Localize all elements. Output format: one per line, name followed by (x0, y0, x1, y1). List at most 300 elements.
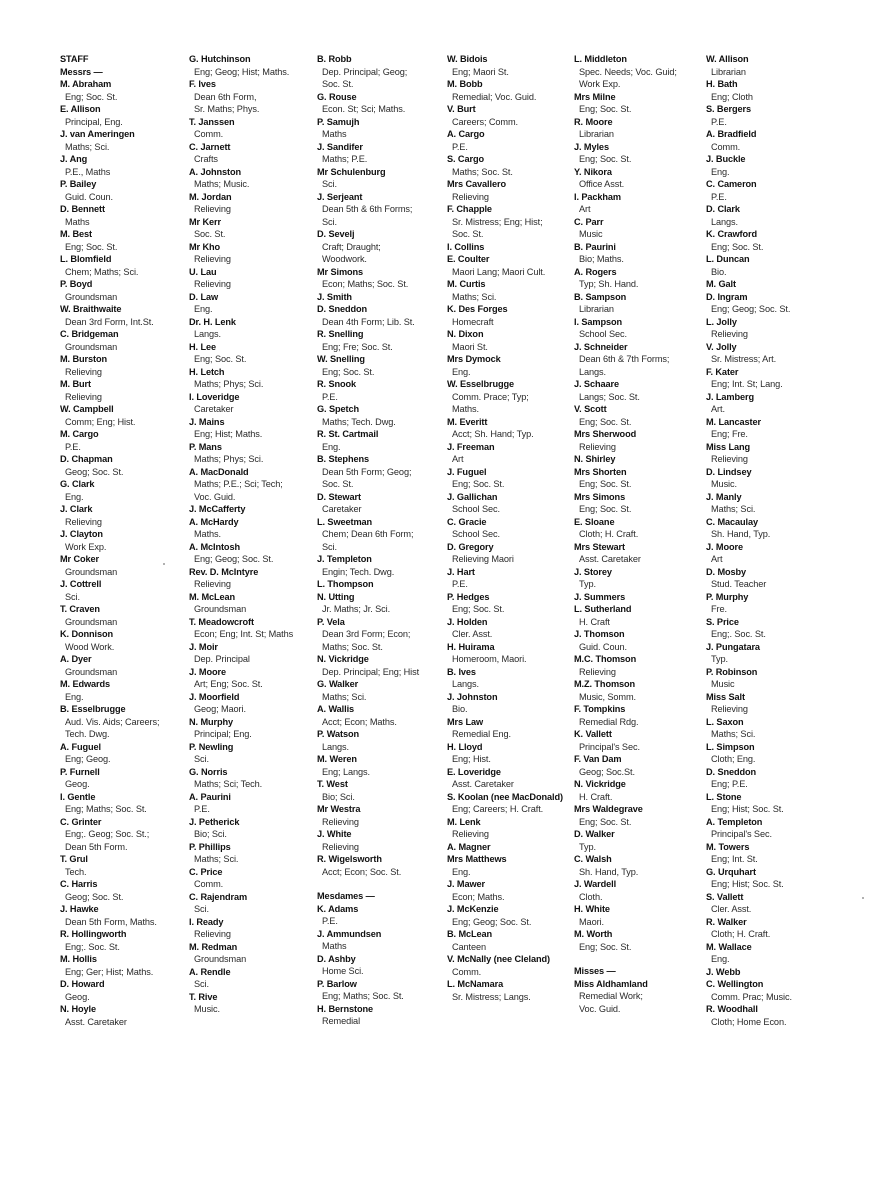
staff-entry (574, 728, 706, 753)
staff-entry (574, 678, 706, 703)
staff-entry (317, 291, 449, 304)
staff-entry (706, 366, 838, 391)
staff-role: Relieving (65, 516, 102, 527)
staff-role: Relieving (65, 366, 102, 377)
staff-name: V. McNally (nee Cleland) (447, 954, 550, 964)
staff-entry (189, 191, 321, 216)
staff-name: T. Meadowcroft (189, 616, 254, 627)
staff-entry (574, 603, 706, 628)
staff-name: J. Myles (574, 141, 609, 152)
staff-role: Sh. Hand, Typ. (711, 529, 771, 539)
staff-column-3 (317, 53, 449, 1028)
staff-entry (317, 678, 449, 703)
staff-name: J. Webb (706, 966, 741, 977)
staff-name: J. Clayton (60, 529, 103, 539)
staff-name: H. Lee (189, 341, 216, 352)
staff-entry (706, 53, 838, 78)
staff-entry (189, 266, 321, 291)
staff-entry (189, 503, 321, 516)
staff-entry (706, 566, 838, 591)
staff-role: Eng; P.E. (711, 779, 748, 789)
staff-role: Remedial (322, 1016, 361, 1026)
staff-role: Voc. Guid. (194, 491, 236, 502)
staff-name: P. Vela (317, 616, 345, 627)
staff-role: Bio; Sci. (194, 829, 227, 839)
staff-role: Crafts (194, 154, 218, 164)
staff-role: Engin; Tech. Dwg. (322, 566, 395, 577)
staff-name: R. Hollingworth (60, 929, 127, 939)
staff-name: M. Wallace (706, 941, 752, 952)
staff-role: P.E. (194, 804, 210, 814)
staff-role: Maths; Sci. (194, 854, 239, 864)
staff-entry (447, 441, 579, 466)
staff-name: Mrs Dymock (447, 354, 501, 364)
staff-entry (706, 316, 838, 341)
staff-entry (706, 228, 838, 253)
staff-name: W. Allison (706, 54, 749, 64)
staff-role: P.E. (711, 191, 727, 202)
staff-role: Dean 5th & 6th Forms; (322, 204, 413, 214)
staff-entry (60, 178, 192, 203)
staff-name: M.Z. Thomson (574, 679, 636, 689)
staff-entry (447, 178, 579, 203)
staff-name: F. Ives (189, 79, 216, 89)
staff-entry (60, 453, 192, 478)
staff-role: Eng;. Soc. St. (65, 941, 120, 952)
staff-name: J. Moir (189, 641, 218, 652)
staff-entry (317, 753, 449, 778)
staff-entry (706, 178, 838, 203)
staff-role: Bio; Maths. (579, 254, 624, 264)
staff-name: Mr Coker (60, 554, 100, 564)
staff-entry (317, 141, 449, 166)
staff-name: D. Clark (706, 204, 740, 214)
staff-role: Eng; Maths; Soc. St. (65, 804, 147, 814)
staff-entry (447, 541, 579, 566)
staff-role: Soc. St. (322, 79, 354, 89)
staff-entry (574, 266, 706, 291)
staff-name: W. Braithwaite (60, 304, 122, 314)
staff-entry (60, 953, 192, 978)
staff-entry (447, 666, 579, 691)
staff-name: P. Watson (317, 729, 359, 739)
staff-role: Eng; Soc. St. (452, 604, 505, 614)
section-heading: Messrs — (60, 66, 103, 77)
staff-entry (574, 141, 706, 166)
staff-name: I. Gentle (60, 791, 96, 802)
staff-name: B. Robb (317, 54, 352, 64)
staff-name: A. McHardy (189, 516, 239, 527)
staff-role: Eng; Careers; H. Craft. (452, 804, 544, 814)
staff-entry (447, 303, 579, 328)
staff-role: Sci. (194, 979, 209, 989)
staff-entry (574, 403, 706, 428)
staff-entry (574, 803, 706, 828)
staff-entry (189, 241, 321, 266)
staff-role: Relieving (194, 579, 231, 589)
staff-name: C. Rajendram (189, 891, 248, 902)
staff-role: Eng; Soc. St. (579, 816, 632, 827)
staff-role: Eng; Hist. (452, 754, 491, 764)
staff-name: A. Magner (447, 841, 491, 852)
staff-name: M. Abraham (60, 79, 112, 89)
staff-name: A. Rogers (574, 266, 617, 277)
staff-role: Acct; Sh. Hand; Typ. (452, 429, 534, 439)
staff-role: Dean 5th Form; Geog; (322, 466, 412, 477)
staff-entry (574, 341, 706, 379)
staff-entry (189, 391, 321, 416)
staff-name: N. Dixon (447, 329, 484, 339)
staff-entry (706, 941, 838, 966)
staff-entry (189, 516, 321, 541)
staff-name: J. Sandifer (317, 141, 363, 152)
staff-role: Acct; Econ; Soc. St. (322, 866, 402, 877)
staff-role: Librarian (579, 129, 614, 139)
staff-name: K. Adams (317, 903, 359, 914)
staff-entry (317, 116, 449, 141)
staff-entry (189, 53, 321, 78)
staff-entry (189, 991, 321, 1016)
staff-name: M. Redman (189, 941, 238, 952)
staff-entry (706, 866, 838, 891)
staff-role: Comm. (194, 129, 224, 139)
staff-name: D. Mosby (706, 566, 747, 577)
staff-name: M. Hollis (60, 954, 97, 964)
staff-role: Relieving (65, 391, 102, 402)
staff-name: B. Ives (447, 666, 476, 677)
staff-role: Maths; P.E. (322, 154, 368, 164)
staff-role: Langs. (579, 366, 606, 377)
staff-name: P. Barlow (317, 978, 357, 989)
staff-name: N. Vickridge (317, 654, 369, 664)
staff-name: H. White (574, 904, 610, 914)
staff-entry (447, 203, 579, 241)
staff-entry (60, 128, 192, 153)
staff-role: Maths; Phys; Sci. (194, 454, 264, 464)
staff-entry (574, 778, 706, 803)
staff-entry (447, 378, 579, 416)
staff-name: J. Serjeant (317, 191, 363, 202)
staff-name: T. Rive (189, 991, 218, 1002)
staff-entry (706, 278, 838, 291)
staff-entry (189, 366, 321, 391)
staff-role: Art (579, 204, 591, 214)
staff-entry (574, 91, 706, 116)
staff-entry (447, 466, 579, 491)
staff-entry (574, 191, 706, 216)
staff-role: Maths; Soc. St. (452, 166, 513, 177)
staff-name: S. Bergers (706, 104, 751, 114)
staff-entry (60, 703, 192, 741)
staff-name: D. Bennett (60, 204, 105, 214)
staff-role: Sci. (194, 754, 209, 764)
staff-entry (447, 953, 579, 978)
staff-entry (317, 303, 449, 328)
staff-name: J. Moorfield (189, 691, 240, 702)
staff-entry (317, 378, 449, 403)
staff-name: A. Paurini (189, 791, 231, 802)
staff-role: Relieving (194, 254, 231, 264)
staff-name: J. Smith (317, 291, 352, 302)
staff-name: M. McLean (189, 591, 236, 602)
staff-role: Groundsman (65, 341, 118, 352)
staff-name: D. Law (189, 291, 219, 302)
staff-name: B. Stephens (317, 454, 369, 464)
staff-entry (706, 591, 838, 616)
staff-role: Work Exp. (579, 79, 621, 89)
section-spacer (317, 878, 449, 890)
staff-role: Langs. (711, 216, 738, 227)
staff-role: Bio; Sci. (322, 791, 355, 802)
staff-role: Eng; Soc. St. (711, 241, 764, 252)
staff-role: Langs; Soc. St. (579, 391, 640, 402)
staff-name: N. Shirley (574, 454, 616, 464)
staff-name: J. Moore (189, 666, 226, 677)
staff-entry (706, 916, 838, 941)
staff-role: Music (711, 679, 735, 689)
staff-name: L. Blomfield (60, 254, 112, 264)
staff-column-5 (574, 53, 706, 1015)
staff-entry (706, 341, 838, 366)
staff-role: Asst. Caretaker (579, 554, 641, 564)
staff-name: J. McKenzie (447, 904, 499, 914)
staff-role: Remedial; Voc. Guid. (452, 91, 537, 102)
staff-entry (706, 128, 838, 153)
staff-name: W. Bidois (447, 54, 488, 64)
staff-role: Geog; Maori. (194, 704, 246, 714)
staff-name: U. Lau (189, 266, 217, 277)
staff-role: Eng; Maori St. (452, 66, 509, 77)
staff-name: H. Bernstone (317, 1003, 373, 1014)
staff-name: Mrs Stewart (574, 541, 625, 552)
staff-entry (60, 503, 192, 528)
staff-entry (317, 453, 449, 491)
staff-name: R. Moore (574, 116, 613, 127)
staff-entry (706, 741, 838, 766)
staff-name: J. Schneider (574, 341, 628, 352)
staff-role: Eng; Geog; Soc. St. (194, 554, 274, 564)
staff-name: J. Schaare (574, 379, 619, 389)
staff-role: Librarian (711, 66, 746, 77)
staff-name: J. Johnston (447, 691, 498, 702)
staff-name: D. Stewart (317, 491, 361, 502)
staff-entry (60, 878, 192, 903)
staff-entry (189, 316, 321, 341)
staff-name: J. Manly (706, 491, 742, 502)
staff-name: N. Vickridge (574, 779, 626, 789)
staff-role: Maths; Soc. St. (322, 641, 383, 652)
staff-entry (706, 291, 838, 316)
section-heading: Misses — (574, 966, 616, 976)
staff-role: Langs. (322, 741, 349, 752)
staff-name: J. Petherick (189, 816, 240, 827)
staff-role: Eng. (452, 866, 471, 877)
staff-name: L. Jolly (706, 316, 737, 327)
staff-name: N. Murphy (189, 716, 234, 727)
staff-entry (706, 616, 838, 641)
staff-entry (706, 966, 838, 979)
staff-role: Geog; Soc. St. (65, 466, 124, 477)
staff-name: A. Bradfield (706, 129, 757, 139)
staff-entry (189, 78, 321, 116)
staff-entry (574, 903, 706, 928)
staff-entry (574, 978, 706, 1016)
staff-role: Dep. Principal; Eng; Hist (322, 666, 420, 677)
staff-role: Langs. (452, 679, 479, 689)
staff-role: Comm. Prace; Typ; (452, 391, 529, 402)
staff-name: Miss Salt (706, 691, 745, 702)
staff-entry (447, 691, 579, 716)
staff-entry (706, 978, 838, 1003)
staff-role: Soc. St. (452, 229, 484, 239)
staff-name: J. Hart (447, 566, 475, 577)
staff-role: Langs. (194, 329, 221, 339)
staff-name: I. Sampson (574, 316, 623, 327)
staff-entry (447, 878, 579, 903)
staff-entry (447, 641, 579, 666)
staff-entry (317, 591, 449, 616)
staff-role: Dean 4th Form; Lib. St. (322, 316, 415, 327)
staff-entry (60, 78, 192, 103)
staff-role: Eng; Maths; Soc. St. (322, 991, 404, 1001)
staff-entry (706, 78, 838, 103)
staff-role: Relieving (194, 279, 231, 289)
staff-role: Dean 6th Form, (194, 91, 257, 102)
staff-name: C. Bridgeman (60, 329, 119, 339)
staff-role: Cloth; Home Econ. (711, 1016, 787, 1027)
staff-column-1 (60, 53, 192, 1028)
staff-name: Mr Westra (317, 804, 361, 814)
staff-entry (189, 941, 321, 966)
staff-entry (706, 103, 838, 128)
staff-entry (706, 416, 838, 441)
staff-name: R. Woodhall (706, 1004, 758, 1014)
staff-role: Guid. Coun. (579, 641, 627, 652)
staff-entry (574, 541, 706, 566)
staff-entry (317, 166, 449, 191)
staff-entry (317, 803, 449, 828)
staff-role: Craft; Draught; (322, 241, 381, 252)
staff-role: Eng. (711, 954, 730, 964)
staff-name: P. Mans (189, 441, 222, 452)
staff-entry (447, 78, 579, 103)
staff-role: Maori. (579, 916, 604, 927)
staff-role: Guid. Coun. (65, 191, 113, 202)
staff-name: M. Curtis (447, 279, 486, 289)
staff-entry (706, 516, 838, 541)
staff-name: R. Walker (706, 916, 747, 927)
staff-entry (317, 653, 449, 678)
staff-entry (447, 716, 579, 741)
staff-column-6 (706, 53, 838, 1028)
staff-role: Caretaker (322, 504, 362, 514)
staff-role: Office Asst. (579, 179, 625, 189)
staff-role: Geog. (65, 991, 90, 1002)
staff-role: Voc. Guid. (579, 1003, 621, 1014)
staff-role: Cloth; H. Craft. (579, 529, 639, 539)
staff-name: M. Worth (574, 929, 613, 939)
staff-role: Eng; Geog; Soc. St. (711, 304, 791, 314)
staff-entry (317, 428, 449, 453)
scan-speck (163, 563, 165, 565)
staff-name: M. Towers (706, 841, 750, 852)
staff-role: Geog; Soc. St. (65, 891, 124, 902)
staff-role: Eng; Soc. St. (65, 241, 118, 252)
staff-name: J. Summers (574, 591, 626, 602)
staff-role: P.E. (322, 391, 338, 402)
staff-role: Dean 6th & 7th Forms; (579, 354, 670, 364)
staff-name: R. Snook (317, 379, 357, 389)
staff-name: G. Rouse (317, 91, 357, 102)
staff-entry (706, 691, 838, 716)
staff-name: J. Lamberg (706, 391, 755, 402)
staff-role: Art. (711, 404, 725, 414)
staff-role: Dean 5th Form, Maths. (65, 916, 157, 927)
staff-name: G. Urquhart (706, 866, 756, 877)
staff-entry (317, 703, 449, 728)
staff-entry (447, 903, 579, 928)
staff-entry (189, 216, 321, 241)
staff-name: D. Gregory (447, 541, 494, 552)
staff-role: Cloth; H. Craft. (711, 929, 771, 939)
staff-name: B. Sampson (574, 291, 627, 302)
staff-entry (574, 753, 706, 778)
staff-name: I. Loveridge (189, 391, 240, 402)
staff-column-2 (189, 53, 321, 1016)
staff-name: E. Coulter (447, 254, 490, 264)
staff-name: M. Bobb (447, 79, 483, 89)
staff-name: P. Hedges (447, 591, 490, 602)
staff-role: Sci. (194, 904, 209, 914)
staff-name: L. Duncan (706, 254, 750, 264)
staff-name: T. Grul (60, 854, 88, 864)
staff-role: Eng; Soc. St. (579, 104, 632, 114)
staff-entry (60, 791, 192, 816)
staff-entry (317, 53, 449, 91)
staff-entry (574, 928, 706, 953)
staff-name: D. Walker (574, 829, 615, 839)
staff-role: Eng; Soc. St. (579, 416, 632, 427)
staff-entry (189, 291, 321, 316)
staff-entry (447, 53, 579, 78)
staff-entry (60, 103, 192, 128)
staff-role: Asst. Caretaker (452, 779, 514, 789)
staff-role: Homeroom, Maori. (452, 654, 527, 664)
staff-role: Maths; Phys; Sci. (194, 379, 264, 389)
staff-name: L. Stone (706, 791, 742, 802)
staff-role: Remedial Rdg. (579, 716, 639, 727)
staff-entry (189, 916, 321, 941)
staff-name: C. Wellington (706, 979, 764, 989)
scan-speck (862, 897, 864, 899)
staff-name: J. Freeman (447, 441, 495, 452)
staff-role: School Sec. (452, 504, 500, 514)
staff-entry (60, 903, 192, 928)
staff-entry (60, 353, 192, 378)
staff-role: Art; Eng; Soc. St. (194, 679, 263, 689)
staff-name: K. Crawford (706, 229, 757, 239)
staff-name: Mrs Waldegrave (574, 804, 643, 814)
staff-name: N. Hoyle (60, 1004, 96, 1014)
staff-entry (706, 816, 838, 841)
staff-name: A. Wallis (317, 704, 355, 714)
staff-role: Eng; Hist; Soc. St. (711, 804, 784, 814)
staff-name: S. Koolan (nee MacDonald) (447, 791, 563, 802)
staff-name: J. van Ameringen (60, 129, 135, 139)
staff-name: K. Donnison (60, 629, 113, 639)
staff-role: Eng; Hist; Maths. (194, 429, 263, 439)
staff-name: H. Lloyd (447, 741, 483, 752)
